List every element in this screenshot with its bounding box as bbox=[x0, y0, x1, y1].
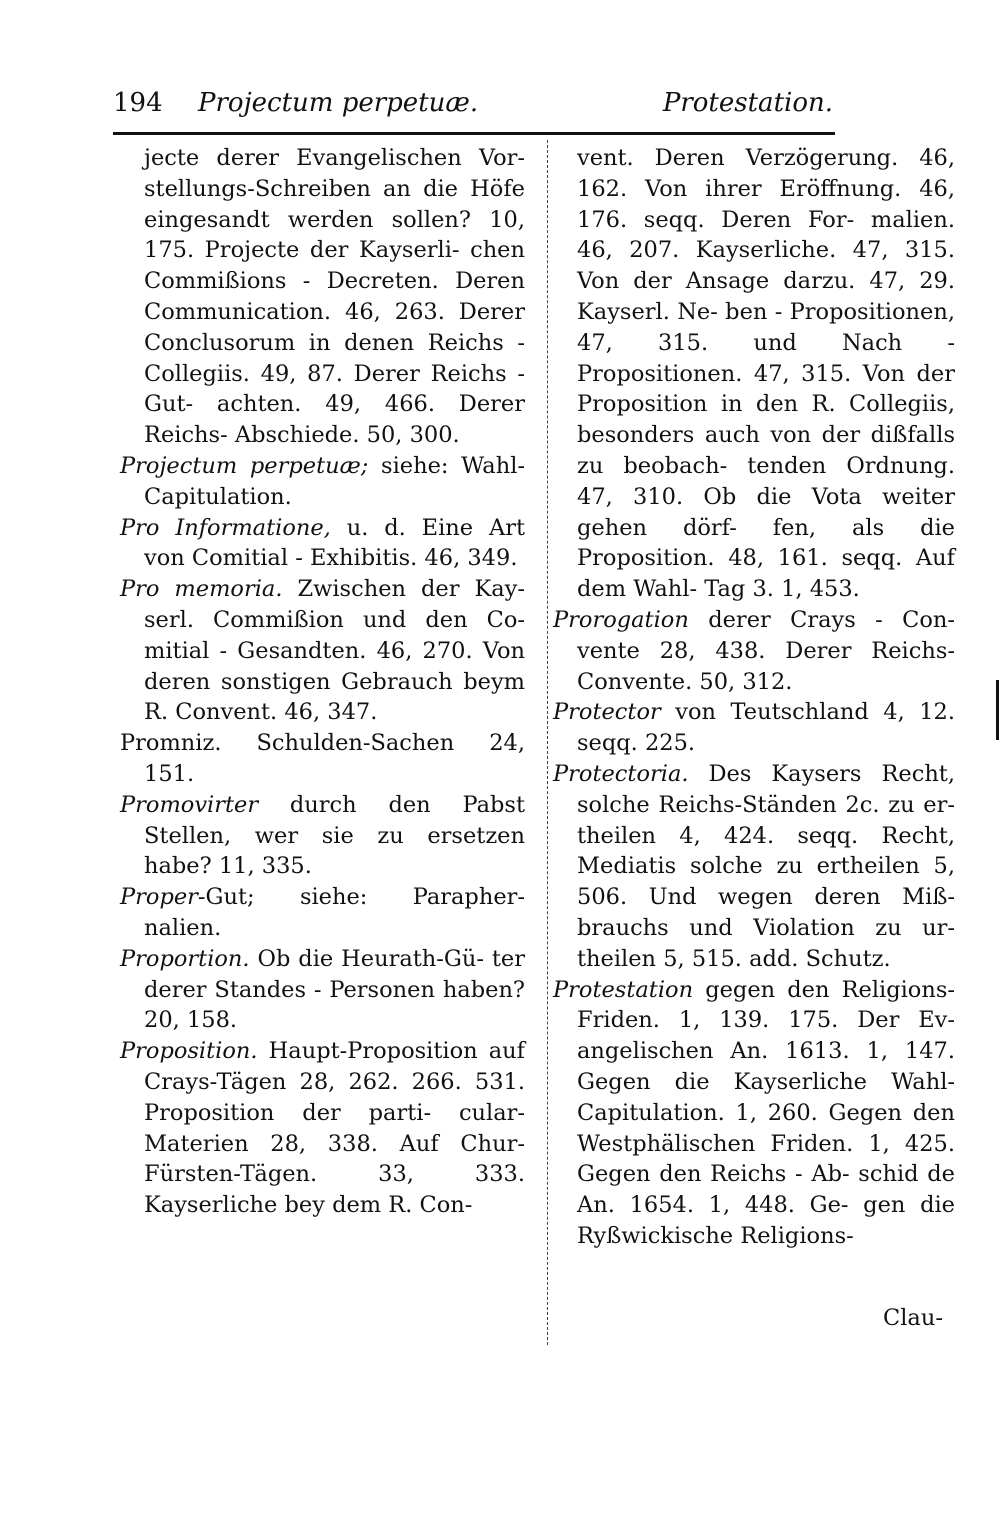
right-running-title: Protestation. bbox=[662, 88, 833, 118]
index-entry: Proper-Gut; siehe: Parapher- nalien. bbox=[120, 884, 525, 941]
index-entry: Pro Informatione, u. d. Eine Art von Comitial - Exhibitis. 46, 349. bbox=[120, 514, 526, 572]
index-entry: Promniz. Schulden-Sachen 24, 151. bbox=[120, 730, 525, 787]
running-header bbox=[113, 88, 833, 128]
index-entry: jecte derer Evangelischen Vor- stellungs-Schreiben an die Höfe eingesandt werden sollen? 10, 175. Projecte der Kayserli- chen Commißions - Decreten. Deren Communication. 46, 263. Derer Conclusorum in denen Reichs - Collegiis. 49, 87. Derer Reichs - Gut- achten. 49, 466. Derer Reichs- Abschiede. 50, 300. bbox=[144, 145, 525, 449]
catchword: Clau- bbox=[883, 1305, 943, 1331]
right-column bbox=[553, 143, 955, 1252]
index-entry: Pro memoria. Zwischen der Kay- serl. Commißion und den Co- mitial - Gesandten. 46, 270. Von deren sonstigen Gebrauch beym R. Convent. 46, 347. bbox=[120, 576, 525, 726]
index-entry: Protestation gegen den Religions- Friden. 1, 139. 175. Der Ev- angelischen An. 1613. 1, 147. Gegen die Kayserliche Wahl- Capitulation. 1, 260. Gegen den Westphälischen Friden. 1, 425. Gegen den Reichs - Ab- schid de An. 1654. 1, 448. Ge- gen die Ryßwickische Religions- bbox=[553, 976, 955, 1249]
index-entry: Promovirter durch den Pabst Stellen, wer sie zu ersetzen habe? 11, 335. bbox=[120, 791, 525, 880]
index-entry: vent. Deren Verzögerung. 46, 162. Von ihrer Eröffnung. 46, 176. seqq. Deren For- malien. 46, 207. Kayserliche. 47, 315. Von der Ansage darzu. 47, 29. Kayserl. Ne- ben - Propositionen, 47, 315. und Nach - Propositionen. 47, 315. Von der Proposition in den R. Collegiis, besonders auch von der dißfalls zu beobach- tenden Ordnung. 47, 310. Ob die Vota weiter gehen dörf- fen, als die Proposition. 48, 161. seqq. Auf dem Wahl- Tag 3. 1, 453. bbox=[577, 145, 955, 603]
left-column bbox=[120, 143, 525, 1221]
index-entry: Projectum perpetuæ; siehe: Wahl- Capitulation. bbox=[120, 452, 526, 510]
index-entry: Proportion. Ob die Heurath-Gü- ter derer Standes - Personen haben? 20, 158. bbox=[120, 945, 525, 1034]
index-entry: Prorogation derer Crays - Con- vente 28, 438. Derer Reichs- Convente. 50, 312. bbox=[553, 606, 955, 695]
left-running-title: Projectum perpetuæ. bbox=[198, 88, 479, 118]
column-divider bbox=[547, 140, 549, 1345]
index-entry: Protector von Teutschland 4, 12. seqq. 225. bbox=[553, 699, 955, 757]
index-entry: Protectoria. Des Kaysers Recht, solche Reichs-Ständen 2c. zu er- theilen 4, 424. seqq. Recht, Mediatis solche zu ertheilen 5, 506. Und wegen deren Miß- brauchs und Violation zu ur- theilen 5, 515. add. Schutz. bbox=[553, 760, 955, 972]
page-number: 194 bbox=[113, 88, 163, 118]
page-edge-mark bbox=[996, 680, 999, 740]
index-entry: Proposition. Haupt-Proposition auf Crays-Tägen 28, 262. 266. 531. Proposition der parti- cular-Materien 28, 338. Auf Chur-Fürsten-Tägen. 33, 333. Kayserliche bey dem R. Con- bbox=[120, 1038, 525, 1219]
header-rule bbox=[113, 132, 835, 135]
